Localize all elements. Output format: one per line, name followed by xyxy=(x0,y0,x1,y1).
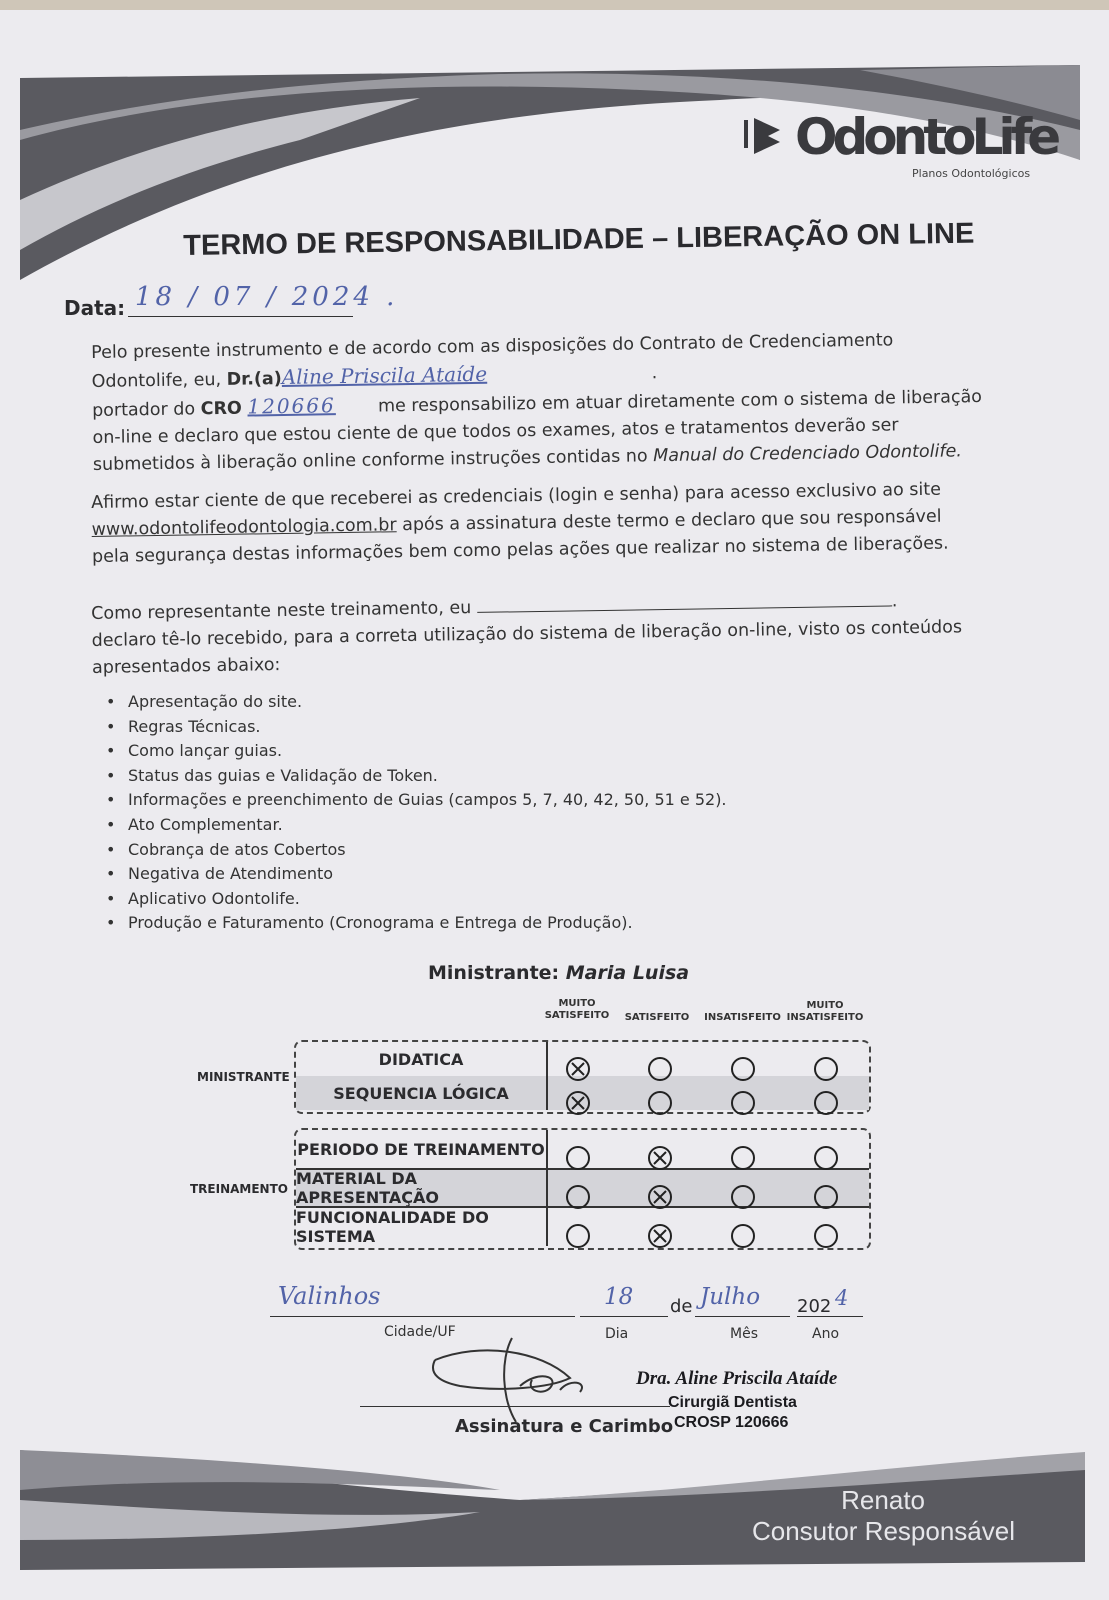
rating-radio[interactable] xyxy=(566,1146,590,1170)
year-prefix: 202 xyxy=(797,1296,832,1317)
city-label: Cidade/UF xyxy=(384,1324,456,1340)
rating-radio[interactable] xyxy=(814,1091,838,1115)
city-value: Valinhos xyxy=(278,1282,381,1310)
list-item: • Negativa de Atendimento xyxy=(128,862,727,887)
list-item: • Apresentação do site. xyxy=(128,690,727,715)
p3-text-2: declaro tê-lo recebido, para a correta utilização do sistema de liberação on-line, visto os conteúdos xyxy=(91,617,963,651)
col-header-muito-satisfeito: MUITO SATISFEITO xyxy=(544,998,610,1021)
date-value: 18 / 07 / 2024 . xyxy=(135,282,399,312)
list-item: • Informações e preenchimento de Guias (campos 5, 7, 40, 42, 50, 51 e 52). xyxy=(128,788,727,813)
manual-reference: Manual do Credenciado Odontolife. xyxy=(653,441,963,467)
topics-list xyxy=(128,690,727,936)
rating-radio[interactable] xyxy=(648,1091,672,1115)
handwritten-signature xyxy=(420,1330,610,1430)
rating-radio[interactable] xyxy=(814,1185,838,1209)
rating-radio[interactable] xyxy=(731,1091,755,1115)
year-line xyxy=(797,1316,863,1317)
site-link[interactable]: www.odontolifeodontologia.com.br xyxy=(91,515,397,540)
footer-wave-decoration xyxy=(0,1430,1109,1580)
city-line xyxy=(270,1316,575,1317)
p2-text-1: Afirmo estar ciente de que receberei as credenciais (login e senha) para acesso exclusivo ao site xyxy=(91,479,942,513)
rating-radio[interactable] xyxy=(566,1185,590,1209)
group-label-ministrante: MINISTRANTE xyxy=(197,1070,290,1084)
ministrante-name: Maria Luisa xyxy=(565,962,690,984)
signature-label: Assinatura e Carimbo xyxy=(455,1416,674,1437)
stamp-name: Dra. Aline Priscila Ataíde xyxy=(636,1368,838,1389)
p3-text-3: apresentados abaixo: xyxy=(91,655,281,678)
month-value: Julho xyxy=(700,1284,761,1310)
row-label: DIDATICA xyxy=(296,1042,548,1076)
col-header-satisfeito: SATISFEITO xyxy=(624,1012,690,1023)
rating-radio-selected[interactable] xyxy=(566,1057,590,1081)
col-header-muito-insatisfeito: MUITO INSATISFEITO xyxy=(786,1000,864,1023)
p1-text-3: portador do xyxy=(91,399,201,421)
year-label: Ano xyxy=(812,1326,840,1342)
rating-radio[interactable] xyxy=(814,1057,838,1081)
list-item: • Produção e Faturamento (Cronograma e Entrega de Produção). xyxy=(128,911,727,936)
date-line xyxy=(128,316,353,317)
p1-text-4: me responsabilizo em atuar diretamente com o sistema de liberação xyxy=(377,387,983,417)
rating-radio-selected[interactable] xyxy=(648,1146,672,1170)
p1-text-1: Pelo presente instrumento e de acordo com as disposições do Contrato de Credenciamento xyxy=(91,330,894,363)
row-label: SEQUENCIA LÓGICA xyxy=(296,1076,548,1110)
list-item: • Status das guias e Validação de Token. xyxy=(128,764,727,789)
paragraph-2 xyxy=(91,476,992,571)
signature-line xyxy=(360,1406,670,1407)
rating-radio[interactable] xyxy=(731,1224,755,1248)
ministrante-label: Ministrante: xyxy=(428,962,560,984)
day-value: 18 xyxy=(604,1284,634,1310)
date-label: Data: xyxy=(64,296,126,320)
stamp-cro: CROSP 120666 xyxy=(674,1414,789,1431)
list-item: • Aplicativo Odontolife. xyxy=(128,887,727,912)
ministrante-heading xyxy=(428,962,689,984)
list-item: • Cobrança de atos Cobertos xyxy=(128,838,727,863)
rating-radio[interactable] xyxy=(731,1057,755,1081)
month-label: Mês xyxy=(730,1326,758,1342)
document-title: TERMO DE RESPONSABILIDADE – LIBERAÇÃO ON LINE xyxy=(183,217,975,262)
dentist-name: Aline Priscila Ataíde xyxy=(281,361,488,390)
brand-logo-text: OdontoLife xyxy=(795,108,1057,166)
paragraph-1: Pelo presente instrumento e de acordo com as disposições do Contrato de Credenciamento Odontolife, eu, Dr.(a)Aline Priscila Ataíde . portador do CRO 120666 me responsabilizo em atuar diretamente com o sistema de liberação on-line e declaro que estou ciente de que todos os exames, atos e tratamentos deverão ser submetidos à liberação online conforme instruções contidas no Manual do Credenciado Odontolife. xyxy=(91,330,983,475)
consultant-name: Renato xyxy=(841,1485,925,1515)
p1-text-6: submetidos à liberação online conforme instruções contidas no xyxy=(92,446,654,475)
p1-text-2: Odontolife, eu, xyxy=(91,369,227,392)
day-label: Dia xyxy=(605,1326,629,1342)
list-item: • Regras Técnicas. xyxy=(128,715,727,740)
year-suffix: 4 xyxy=(835,1286,849,1310)
rating-radio[interactable] xyxy=(731,1185,755,1209)
month-line xyxy=(695,1316,790,1317)
cro-label: CRO xyxy=(200,398,243,420)
rating-radio-selected[interactable] xyxy=(648,1224,672,1248)
p2-text-3: pela segurança destas informações bem como pelas ações que realizar no sistema de liberações. xyxy=(91,533,949,567)
rating-radio[interactable] xyxy=(731,1146,755,1170)
row-label: FUNCIONALIDADE DO SISTEMA xyxy=(296,1208,548,1246)
de-text: de xyxy=(670,1296,693,1317)
brand-subtitle: Planos Odontológicos xyxy=(912,167,1031,180)
rating-radio[interactable] xyxy=(648,1057,672,1081)
p1-text-5: on-line e declaro que estou ciente de que todos os exames, atos e tratamentos deverão ser xyxy=(92,415,899,448)
odontolife-logo-icon xyxy=(740,112,790,158)
day-line xyxy=(580,1316,668,1317)
col-header-insatisfeito: INSATISFEITO xyxy=(704,1012,781,1023)
consultant-role: Consutor Responsável xyxy=(751,1516,1015,1546)
p3-text-1: Como representante neste treinamento, eu xyxy=(91,598,472,624)
stamp-title: Cirurgiã Dentista xyxy=(668,1394,797,1411)
p2-text-2: após a assinatura deste termo e declaro que sou responsável xyxy=(396,506,942,536)
dr-label: Dr.(a) xyxy=(226,369,282,390)
list-item: • Ato Complementar. xyxy=(128,813,727,838)
rating-radio[interactable] xyxy=(566,1224,590,1248)
rating-radio[interactable] xyxy=(814,1224,838,1248)
row-label: PERIODO DE TREINAMENTO xyxy=(296,1130,548,1168)
rating-radio-selected[interactable] xyxy=(566,1091,590,1115)
rating-radio-selected[interactable] xyxy=(648,1185,672,1209)
paragraph-3: Como representante neste treinamento, eu . declaro tê-lo recebido, para a correta utilização do sistema de liberação on-line, visto os conteúdos apresentados abaixo: xyxy=(91,586,992,682)
list-item: • Como lançar guias. xyxy=(128,739,727,764)
cro-value: 120666 xyxy=(247,393,336,419)
row-label: MATERIAL DA APRESENTAÇÃO xyxy=(296,1170,548,1206)
rating-radio[interactable] xyxy=(814,1146,838,1170)
group-label-treinamento: TREINAMENTO xyxy=(190,1182,288,1196)
